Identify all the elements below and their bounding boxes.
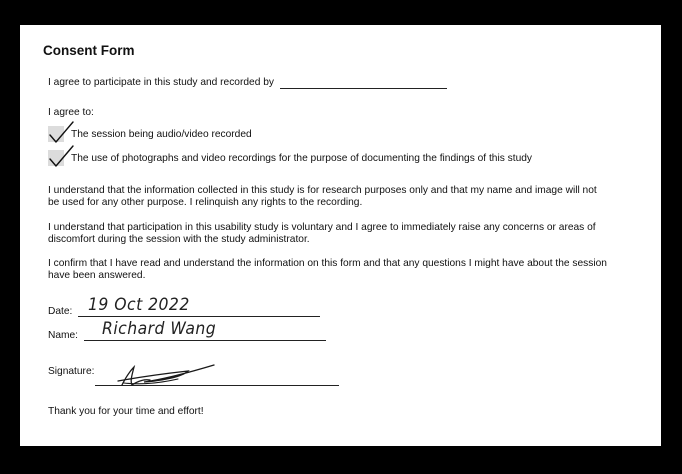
signature-label: Signature: bbox=[48, 366, 95, 377]
date-value: 19 Oct 2022 bbox=[88, 295, 190, 315]
agree-to-label: I agree to: bbox=[48, 107, 94, 118]
name-field[interactable] bbox=[84, 340, 326, 341]
recording-checkbox[interactable] bbox=[48, 126, 64, 142]
form-title: Consent Form bbox=[43, 43, 135, 58]
thanks-text: Thank you for your time and effort! bbox=[48, 406, 204, 417]
name-value: Richard Wang bbox=[102, 319, 217, 339]
voluntary-participation-paragraph: I understand that participation in this usability study is voluntary and I agree to immediately raise any concerns or areas of discomfort during the session with the study administrator. bbox=[48, 222, 596, 245]
participate-statement: I agree to participate in this study and recorded by bbox=[48, 77, 274, 88]
consent-form-sheet bbox=[20, 25, 661, 446]
photographs-checkbox[interactable] bbox=[48, 150, 64, 166]
handwritten-signature bbox=[110, 361, 220, 389]
date-field[interactable] bbox=[78, 316, 320, 317]
recording-checkbox-label: The session being audio/video recorded bbox=[71, 129, 252, 140]
research-purpose-paragraph: I understand that the information collected in this study is for research purposes only and that my name and image will not be used for any other purpose. I relinquish any rights to the recording. bbox=[48, 185, 597, 208]
name-label: Name: bbox=[48, 330, 79, 341]
date-label: Date: bbox=[48, 306, 73, 317]
confirmation-paragraph: I confirm that I have read and understand the information on this form and that any questions I might have about the session have been answered. bbox=[48, 258, 607, 281]
photographs-checkbox-label: The use of photographs and video recordings for the purpose of documenting the findings of this study bbox=[71, 153, 532, 164]
researcher-name-field[interactable] bbox=[280, 88, 447, 89]
